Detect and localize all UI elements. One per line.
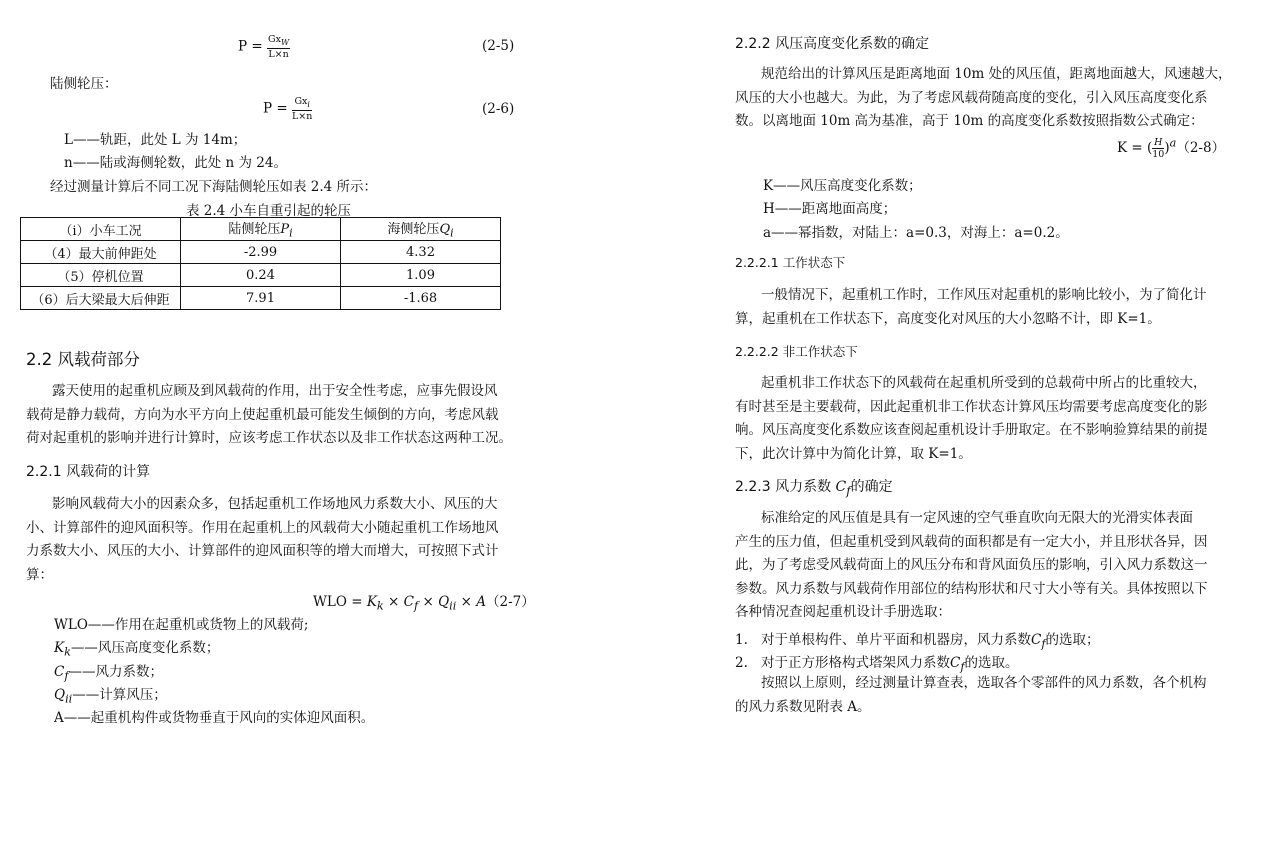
frac-num: Gx <box>294 96 308 107</box>
sym: K <box>366 594 377 610</box>
section-heading-2-2-2-2: 2.2.2.2 非工作状态下 <box>735 344 858 359</box>
paragraph-conclusion <box>735 672 1223 719</box>
equation-tag: (2-6) <box>482 101 515 117</box>
definition-K: K——风压高度变化系数； <box>763 178 922 194</box>
eq-lhs: WLO = <box>313 594 367 610</box>
table-cell: 7.91 <box>181 287 341 310</box>
table-caption: 表 2.4 小车自重引起的轮压 <box>186 203 352 219</box>
sym-sub: f <box>1041 637 1046 651</box>
text-line: 按照以上原则，经过测量计算查表，选取各个零部件的风力系数，各个机构 <box>761 675 1207 691</box>
section-heading-2-2-2: 2.2.2 风压高度变化系数的确定 <box>735 36 930 52</box>
table-cell: -1.68 <box>341 287 501 310</box>
section-heading-2-2-3 <box>735 476 893 498</box>
text-line: 标准给定的风压值是具有一定风速的空气垂直吹向无限大的光滑实体表面 <box>761 510 1193 526</box>
heading-text: 的确定 <box>850 479 893 495</box>
text-line: 风压的大小也越大。为此，为了考虑风载荷随高度的变化，引入风压高度变化系 <box>735 89 1208 106</box>
sym-sub: ii <box>65 692 73 706</box>
definition-wlo: WLO——作用在起重机或货物上的风载荷; <box>54 617 309 633</box>
header-text: 陆侧轮压 <box>228 222 281 238</box>
table-header <box>341 218 501 241</box>
land-label: 陆侧轮压： <box>50 76 118 92</box>
text-line: 露天使用的起重机应顾及到风载荷的作用，出于安全性考虑，应事先假设风 <box>52 383 498 399</box>
eq-rhs: ) <box>1164 140 1170 156</box>
definition-L: L——轨距，此处 L 为 14m； <box>64 132 247 148</box>
section-heading-2-2-1: 2.2.1 风载荷的计算 <box>26 464 151 480</box>
sym: C <box>54 664 65 680</box>
definition-cf <box>54 660 163 683</box>
def-text: ——风压高度变化系数； <box>70 640 220 656</box>
frac-den: L×n <box>268 48 289 60</box>
equation-tag: （2-7） <box>486 594 535 610</box>
sym-sub: k <box>376 599 384 613</box>
header-sub: i <box>289 226 293 240</box>
list-item <box>735 628 1100 651</box>
text-line: 起重机非工作状态下的风载荷在起重机所受到的总载荷中所占的比重较大， <box>761 375 1207 391</box>
text-line: 一般情况下，起重机工作时，工作风压对起重机的影响比较小，为了简化计 <box>761 287 1207 303</box>
table-header <box>181 218 341 241</box>
table-cell: 1.09 <box>341 264 501 287</box>
wheel-pressure-table <box>20 217 501 310</box>
table-cell: 4.32 <box>341 241 501 264</box>
text-line: 产生的压力值，但起重机受到风载荷的面积都是有一定大小，并且形状各异，因 <box>735 533 1208 550</box>
text-line: 有时甚至是主要载荷，因此起重机非工作状态计算风压均需要考虑高度变化的影 <box>735 398 1208 415</box>
paragraph-working-state <box>735 284 1223 331</box>
measurement-text: 经过测量计算后不同工况下海陆侧轮压如表 2.4 所示： <box>50 179 378 195</box>
equation-2-6 <box>263 96 312 122</box>
text-line: 响。风压高度变化系数应该查阅起重机设计手册取定。在不影响验算结果的前提 <box>735 422 1208 438</box>
table-header-row <box>21 218 501 241</box>
paragraph-wind-load-calc <box>26 493 520 587</box>
definition-H: H——距离地面高度； <box>763 201 897 217</box>
table-cell: -2.99 <box>181 241 341 264</box>
text-line: 算： <box>26 566 53 583</box>
frac-sub: i <box>307 99 310 109</box>
text-line: 此，为了考虑受风载荷面上的风压分布和背风面负压的影响，引入风力系数这一 <box>735 557 1208 573</box>
def-text: ——风力系数； <box>68 664 164 680</box>
frac-num: Gx <box>267 34 281 45</box>
frac-num: H <box>1154 137 1163 148</box>
text-line: 各种情况查阅起重机设计手册选取： <box>735 604 951 620</box>
sym-sub: ii <box>449 599 457 613</box>
sym-sub: f <box>846 483 851 498</box>
list-item <box>735 651 1019 674</box>
text-line: 数。以离地面 10m 高为基准，高于 10m 的高度变化系数按照指数公式确定： <box>735 113 1204 129</box>
equation-tag: （2-8） <box>1176 140 1226 156</box>
sym-sub: f <box>960 660 965 674</box>
sym-sub: f <box>413 599 419 613</box>
paragraph-wind-coeff <box>735 507 1223 625</box>
text-line: 小、计算部件的迎风面积等。作用在起重机上的风载荷大小随起重机工作场地风 <box>26 519 499 536</box>
sym: Q <box>438 594 450 610</box>
text-line: 影响风载荷大小的因素众多，包括起重机工作场地风力系数大小、风压的大 <box>52 496 498 512</box>
text-line: 规范给出的计算风压是距离地面 10m 处的风压值，距离地面越大，风速越大， <box>761 66 1232 82</box>
section-heading-2-2-2-1: 2.2.2.1 工作状态下 <box>735 255 846 270</box>
text-line: 参数。风力系数与风载荷作用部位的结构形状和尺寸大小等有关。具体按照以下 <box>735 580 1208 597</box>
header-symbol: P <box>280 222 290 238</box>
sym: C <box>950 655 961 671</box>
equation-tag: (2-5) <box>482 38 515 54</box>
text-line: 载荷是静力载荷，方向为水平方向上使起重机最可能发生倾倒的方向，考虑风载 <box>26 406 499 423</box>
sym: Q <box>54 687 66 703</box>
paragraph-height-coeff <box>735 63 1232 134</box>
def-text: ——计算风压； <box>72 687 167 703</box>
eq-lhs: P = <box>238 38 263 55</box>
fraction <box>1152 137 1164 160</box>
table-cell: （4）最大前伸距处 <box>21 241 181 264</box>
text-line: 算，起重机在工作状态下，高度变化对风压的大小忽略不计，即 K=1。 <box>735 310 1161 327</box>
fraction <box>267 34 290 60</box>
paragraph-wind-load-intro <box>26 380 520 451</box>
fraction <box>292 96 312 122</box>
list-text: 对于单根构件、单片平面和机器房，风力系数 <box>761 632 1031 648</box>
table-row <box>21 241 501 264</box>
sym-sub: k <box>64 645 71 659</box>
table-cell: （6）后大梁最大后伸距 <box>21 287 181 310</box>
text-line: 力系数大小、风压的大小、计算部件的迎风面积等的增大而增大，可按照下式计 <box>26 543 499 559</box>
definition-a: a——幂指数，对陆上：a=0.3，对海上：a=0.2。 <box>763 225 1069 241</box>
definition-k <box>54 636 219 659</box>
header-text: 海侧轮压 <box>387 222 440 238</box>
list-text: 的选取； <box>1045 632 1100 648</box>
frac-sub: W <box>280 37 290 47</box>
text-line: 下，此次计算中为简化计算，取 K=1。 <box>735 445 972 462</box>
table-row <box>21 287 501 310</box>
frac-den: L×n <box>291 110 313 122</box>
list-text: 对于正方形格构式塔架风力系数 <box>761 655 950 671</box>
sym: C <box>1031 632 1042 648</box>
header-sub: i <box>450 226 454 240</box>
sym: K <box>54 640 65 656</box>
section-heading-2-2: 2.2 风载荷部分 <box>26 350 140 369</box>
sym-sub: f <box>64 669 69 683</box>
sym: C <box>835 479 847 495</box>
eq-lhs: K = ( <box>1117 140 1153 156</box>
list-text: 的选取。 <box>964 655 1019 671</box>
equation-2-8 <box>1117 136 1225 160</box>
table-header: （i）小车工况 <box>21 218 181 241</box>
sym: C <box>403 594 414 610</box>
list-number: 2. <box>735 655 748 671</box>
equation-2-7: WLO = $K_k \times C_f \times Q_{ii} \times A(2-7)$ <box>313 594 535 613</box>
sym: A <box>476 594 486 610</box>
definition-q <box>54 683 167 706</box>
header-symbol: Q <box>439 222 451 238</box>
definition-a: A——起重机构件或货物垂直于风向的实体迎风面积。 <box>54 710 375 726</box>
text-line: 荷对起重机的影响并进行计算时，应该考虑工作状态以及非工作状态这两种工况。 <box>26 430 512 446</box>
equation-2-5 <box>238 34 290 60</box>
table-row <box>21 264 501 287</box>
table-cell: （5）停机位置 <box>21 264 181 287</box>
definition-n: n——陆或海侧轮数，此处 n 为 24。 <box>64 155 287 171</box>
paragraph-non-working-state <box>735 372 1223 466</box>
text-line: 的风力系数见附表 A。 <box>735 698 871 715</box>
eq-lhs: P = <box>263 100 288 117</box>
heading-text: 2.2.3 风力系数 <box>735 479 832 495</box>
table-cell: 0.24 <box>181 264 341 287</box>
eq-exp: a <box>1169 136 1177 150</box>
list-number: 1. <box>735 632 748 648</box>
frac-den: 10 <box>1152 149 1165 160</box>
